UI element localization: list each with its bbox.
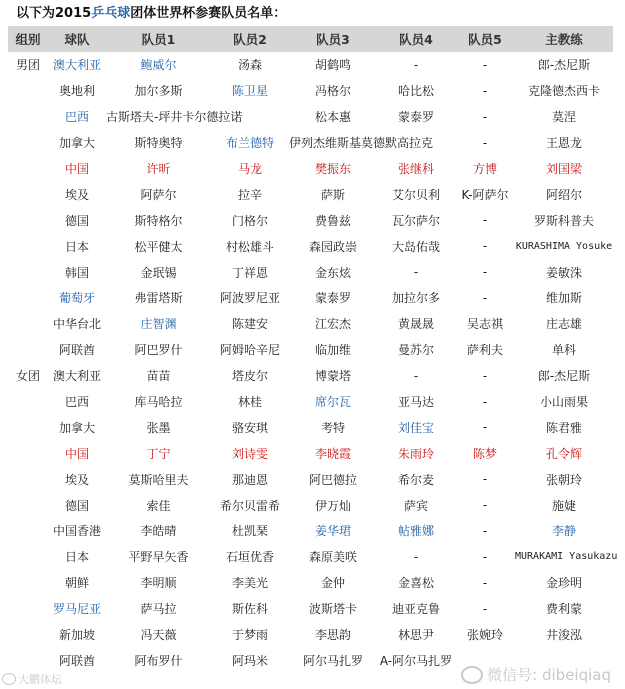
coach-cell: 姜敏洙 [545,265,582,280]
team-cell: 巴西 [64,395,89,410]
group-cell [8,466,48,492]
player-cell[interactable]: 许昕 [146,162,171,176]
player-cell: 森园政崇 [308,239,357,254]
coach-cell: 克隆德杰西卡 [527,84,600,99]
player-cell: 李明顺 [140,576,177,591]
player-cell: - [482,549,488,564]
player-cell: 阿姆哈辛尼 [219,343,280,358]
player-cell: 蒙泰罗 [397,110,434,125]
coach-cell: 郎-杰尼斯 [537,58,591,73]
title-prefix: 以下为2015 [16,6,92,21]
group-cell [8,285,48,311]
player-cell: 松本惠 [314,110,351,125]
player-cell: 金喜松 [397,576,434,591]
team-cell: 韩国 [64,265,89,280]
coach-cell: 罗斯科普夫 [533,213,594,228]
player-cell: 林思尹 [397,628,434,643]
table-row [8,104,613,130]
player-cell: - [482,109,488,124]
player-cell: 塔皮尔 [231,369,268,384]
group-cell [8,570,48,596]
title-highlight-link[interactable]: 乒乓球 [91,6,131,21]
player-cell: 村松雄斗 [225,239,274,254]
column-header: 主教练 [545,32,583,47]
player-cell: 阿波罗尼亚 [219,291,280,306]
group-cell [8,622,48,648]
player-cell[interactable]: 鲍威尔 [140,58,177,73]
team-cell: 加拿大 [58,136,95,151]
title-suffix: 团体世界杯参赛队员名单： [130,6,287,21]
table-row [8,544,613,570]
table-row [8,181,613,207]
player-cell: 李美光 [231,576,268,591]
player-cell[interactable]: 陈梦 [472,446,497,461]
player-cell: 金珉锡 [140,265,177,280]
coach-cell: 郎-杰尼斯 [537,369,591,384]
wechat-icon [461,666,483,684]
table-row [8,466,613,492]
player-cell: 陈建安 [231,317,268,332]
player-cell: - [482,135,488,150]
group-cell [8,311,48,337]
player-cell: 亚马达 [397,395,434,410]
player-cell: 斯佐科 [231,602,268,617]
player-cell: 斯特格尔 [134,213,183,228]
group-cell [8,337,48,363]
table-header-row [8,26,613,52]
team-cell: 奥地利 [58,84,95,99]
player-cell: 阿萨尔 [140,187,177,202]
player-cell: 大岛佑哉 [391,239,440,254]
team-cell[interactable]: 巴西 [64,110,89,125]
player-cell: 金东炫 [314,265,351,280]
player-cell: 迪亚克鲁 [391,602,440,617]
group-cell: 女团 [15,369,40,384]
table-row [8,337,613,363]
coach-cell: 单科 [551,343,576,358]
group-cell [8,233,48,259]
coach-cell[interactable]: 孔令辉 [545,446,582,461]
player-cell: - [482,523,488,538]
player-cell: 吴志祺 [466,317,503,332]
player-cell: 萨宾 [403,498,428,513]
player-cell: 金仲 [320,576,345,591]
player-cell: - [482,265,488,280]
coach-cell: 庄志雄 [545,317,582,332]
team-cell: 德国 [64,213,89,228]
team-cell: 朝鲜 [64,576,89,591]
player-cell: 汤森 [237,58,262,73]
group-cell: 男团 [15,58,40,73]
group-cell [8,181,48,207]
coach-cell: MURAKAMI Yasukazu [515,551,618,563]
player-cell: 费鲁兹 [314,213,351,228]
team-cell[interactable]: 中国 [64,162,89,176]
team-cell: 埃及 [64,187,89,202]
player-cell[interactable]: 丁宁 [146,446,171,461]
player-cell[interactable]: 帖雅娜 [397,524,434,539]
group-cell [8,544,48,570]
coach-cell: 张朝玲 [545,472,582,487]
player-cell: 加尔多斯 [134,84,183,99]
player-cell: 瓦尔萨尔 [391,213,440,228]
group-cell [8,130,48,156]
player-cell[interactable]: 布兰德特 [225,136,274,151]
player-cell: 古斯塔夫-坪井卡尔德拉诺 [106,110,243,125]
team-cell: 德国 [64,498,89,513]
player-cell: - [482,57,488,72]
table-row [8,492,613,518]
table-row [8,596,613,622]
player-cell: 库马哈拉 [134,395,183,410]
player-cell[interactable]: 李晓霞 [314,446,351,461]
player-cell: 那迪恩 [231,472,268,487]
table-row [8,414,613,440]
player-cell[interactable]: 陈卫星 [231,84,268,99]
team-cell: 中国香港 [52,524,101,539]
group-cell [8,78,48,104]
player-cell[interactable]: 方博 [472,162,497,176]
player-cell[interactable]: 刘佳宝 [397,420,434,435]
table-row [8,156,613,182]
team-cell: 中华台北 [52,317,101,332]
column-header: 队员3 [316,32,350,47]
roster-table [8,26,618,673]
team-cell: 日本 [64,550,89,565]
player-cell: 曼苏尔 [397,343,434,358]
table-row [8,363,613,389]
player-cell: - [413,549,419,564]
player-cell: 张墨 [146,420,171,435]
table-row [8,130,613,156]
player-cell: - [413,368,419,383]
team-cell[interactable]: 罗马尼亚 [52,602,101,617]
player-cell: 阿巴罗什 [134,343,183,358]
player-cell: 李思韵 [314,628,351,643]
team-cell: 阿联酋 [58,343,95,358]
coach-cell: 费利蒙 [545,602,582,617]
player-cell: 博蒙塔 [314,369,351,384]
player-cell: - [482,83,488,98]
coach-cell: 莫涅 [551,110,576,125]
player-cell: 石垣优香 [225,550,274,565]
column-header: 队员1 [141,32,176,47]
weibo-watermark [2,671,62,687]
player-cell: 胡鹤鸣 [314,58,351,73]
player-cell: - [482,472,488,487]
player-cell[interactable]: 席尔瓦 [314,395,351,410]
table-row [8,440,613,466]
team-cell[interactable]: 澳大利亚 [52,58,101,73]
table-row [8,78,613,104]
player-cell: 加拉尔多 [391,291,440,306]
player-cell: - [482,601,488,616]
group-cell [8,492,48,518]
player-cell: - [482,368,488,383]
player-cell: 索佳 [146,498,171,513]
player-cell: 杜凯琹 [231,524,268,539]
player-cell: 阿玛米 [231,653,268,668]
player-cell: - [482,213,488,228]
player-cell: A-阿尔马扎罗 [379,653,453,668]
group-cell [8,414,48,440]
table-row [8,518,613,544]
player-cell: 伊万灿 [314,498,351,513]
player-cell: 希尔贝雷希 [219,498,280,513]
player-cell: 弗雷塔斯 [134,291,183,306]
player-cell: - [413,265,419,280]
coach-cell: KURASHIMA Yosuke [515,240,613,252]
player-cell: 伊列杰维斯基莫德默高拉克 [289,136,434,151]
player-cell: - [482,290,488,305]
player-cell[interactable]: 姜华珺 [314,524,351,539]
player-cell: 莫斯哈里夫 [128,472,189,487]
table-row [8,233,613,259]
player-cell: - [482,498,488,513]
team-cell: 埃及 [64,472,89,487]
player-cell[interactable]: 张继科 [397,162,434,176]
wechat-watermark [461,664,611,685]
player-cell: K-阿萨尔 [461,187,509,202]
team-cell: 加拿大 [58,420,95,435]
player-cell: 蒙泰罗 [314,291,351,306]
group-cell [8,647,48,673]
player-cell: 丁祥恩 [231,265,268,280]
group-cell [8,389,48,415]
player-cell[interactable]: 樊振东 [314,162,351,176]
team-cell[interactable]: 葡萄牙 [58,291,95,306]
player-cell: 平野早矢香 [128,550,189,565]
player-cell: 阿布罗什 [134,653,183,668]
player-cell: 萨马拉 [140,602,177,617]
player-cell: 江宏杰 [314,317,351,332]
player-cell: 松平健太 [134,239,183,254]
team-cell: 阿联酋 [58,653,95,668]
player-cell: 于梦雨 [231,628,268,643]
player-cell: - [482,575,488,590]
player-cell: 临加维 [314,343,351,358]
group-cell [8,440,48,466]
column-header: 队员4 [399,32,433,47]
coach-cell: 井浚泓 [545,628,582,643]
player-cell: 林桂 [237,395,262,410]
player-cell: - [482,420,488,435]
coach-cell: 小山雨果 [539,395,588,410]
wechat-watermark-text: 微信号: dibeiqiaq [487,666,611,684]
coach-cell: 施婕 [551,498,576,513]
team-cell: 新加坡 [58,628,95,643]
group-cell [8,596,48,622]
player-cell: 阿尔马扎罗 [302,653,363,668]
table-row [8,570,613,596]
table-row [8,259,613,285]
column-header: 队员5 [468,32,502,47]
coach-cell[interactable]: 李静 [551,524,576,539]
player-cell: 门格尔 [231,213,268,228]
coach-cell: 金珍明 [545,576,582,591]
player-cell: 黄晟晟 [397,317,434,332]
table-body [8,52,618,673]
player-cell: 萨斯 [320,187,345,202]
coach-cell[interactable]: 刘国梁 [545,162,582,176]
player-cell: 李皓晴 [140,524,177,539]
player-cell: - [482,239,488,254]
player-cell: 斯特奥特 [134,136,183,151]
table-row [8,207,613,233]
player-cell: 波斯塔卡 [308,602,357,617]
table-row [8,285,613,311]
player-cell: 阿巴德拉 [308,472,357,487]
player-cell[interactable]: 朱雨玲 [397,446,434,461]
group-cell [8,104,48,130]
player-cell: 考特 [320,420,345,435]
player-cell: - [482,394,488,409]
weibo-icon [2,673,16,685]
coach-cell: 维加斯 [545,291,582,306]
player-cell: 张婉玲 [466,628,503,643]
group-cell [8,207,48,233]
table-row [8,311,613,337]
player-cell: 拉辛 [237,187,262,202]
team-cell: 澳大利亚 [52,369,101,384]
group-cell [8,259,48,285]
player-cell: 骆安琪 [231,420,268,435]
player-cell[interactable]: 刘诗雯 [231,446,268,461]
player-cell: 冯格尔 [314,84,351,99]
coach-cell: 阿绍尔 [545,187,582,202]
table-row [8,52,613,78]
team-cell[interactable]: 中国 [64,446,89,461]
weibo-watermark-text: 大鹏体坛 [18,673,62,686]
team-cell: 日本 [64,239,89,254]
coach-cell: 陈君雅 [545,420,582,435]
coach-cell: 王恩龙 [545,136,582,151]
player-cell: 哈比松 [397,84,434,99]
table-row [8,389,613,415]
table-row [8,622,613,648]
player-cell: 萨利夫 [466,343,503,358]
column-header: 组别 [15,32,41,47]
player-cell[interactable]: 庄智渊 [140,317,177,332]
player-cell: 森原美咲 [308,550,357,565]
player-cell: 苗苗 [146,369,171,384]
group-cell [8,156,48,182]
player-cell: - [413,57,419,72]
player-cell[interactable]: 马龙 [237,162,262,176]
player-cell: 希尔麦 [397,472,434,487]
player-cell: 冯天薇 [140,628,177,643]
player-cell: 艾尔贝利 [391,187,440,202]
page-title [16,4,286,24]
group-cell [8,518,48,544]
column-header: 球队 [64,32,90,47]
column-header: 队员2 [233,32,267,47]
